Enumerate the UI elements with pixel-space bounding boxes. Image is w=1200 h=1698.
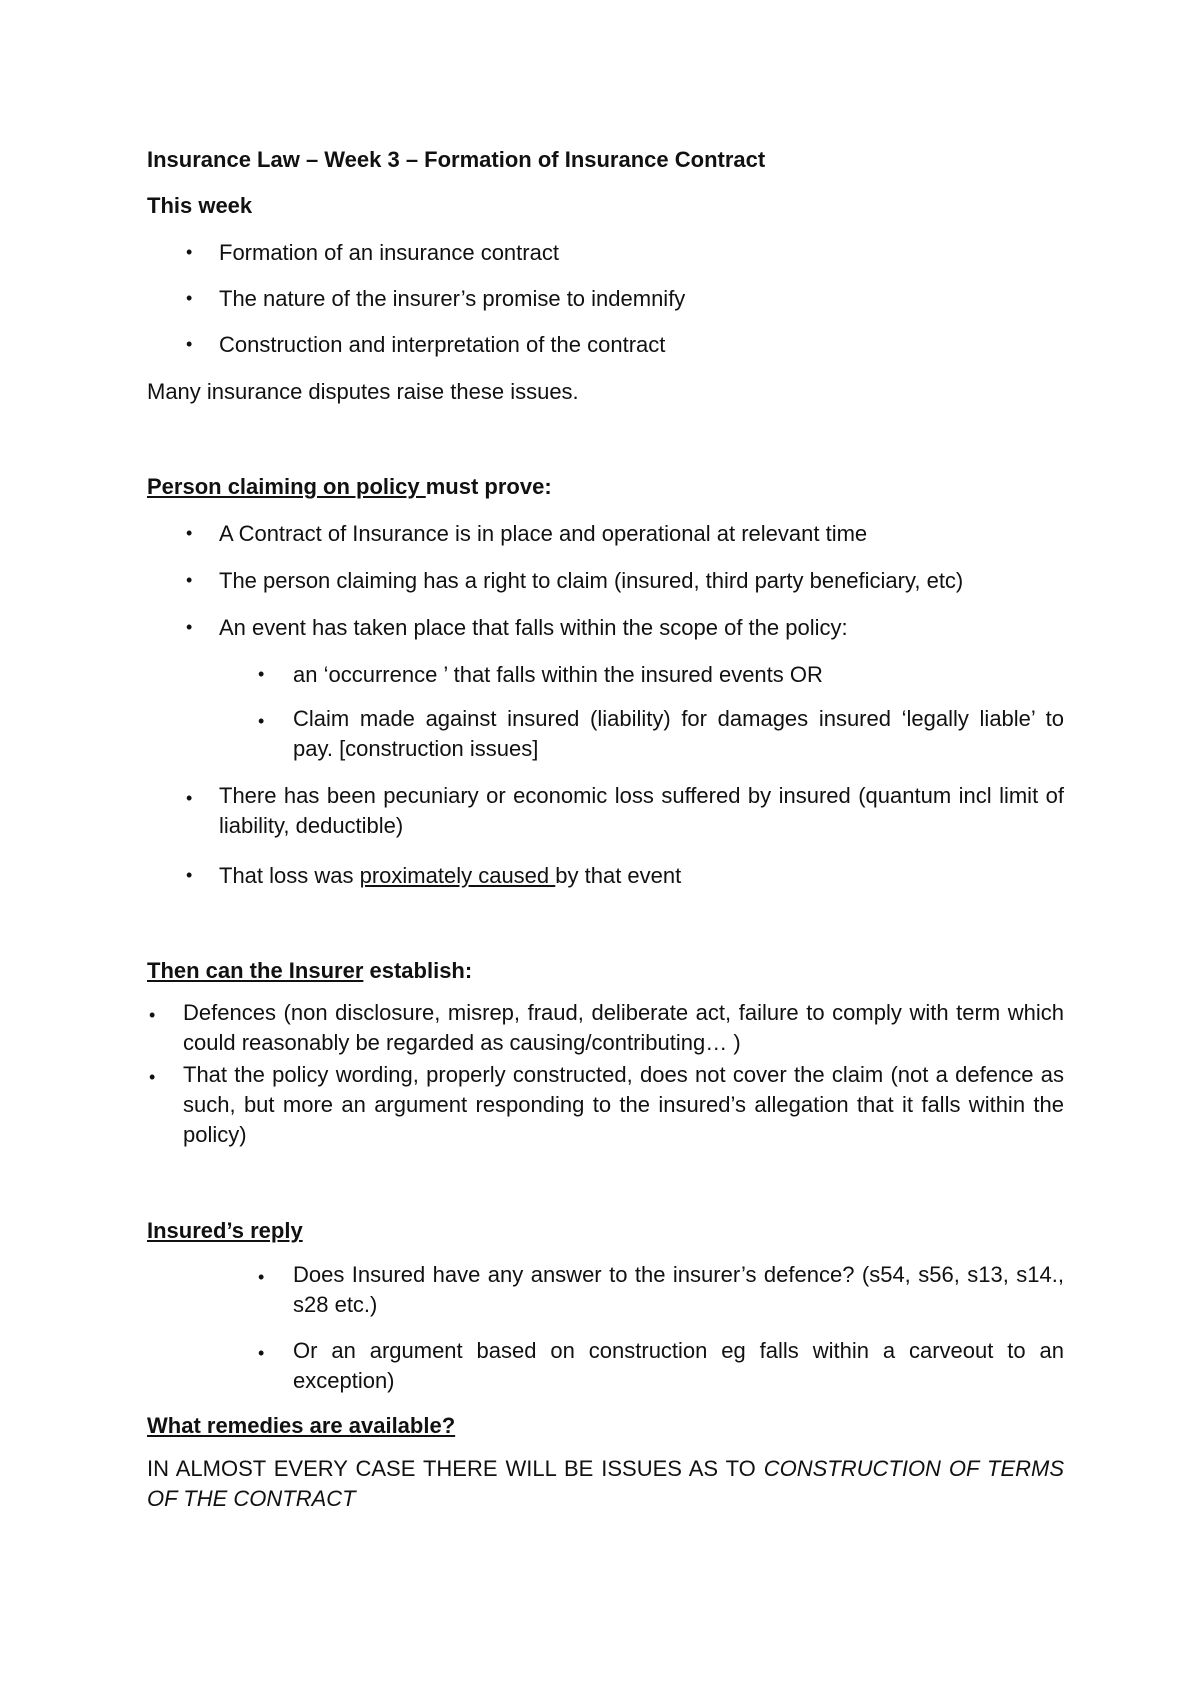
remedies-heading: What remedies are available? <box>147 1413 456 1438</box>
insured-reply-item: Does Insured have any answer to the insurer’s defence? (s54, s56, s13, s14., s28 etc.) <box>293 1262 1064 1317</box>
bullet-glyph: • <box>149 1005 156 1025</box>
insurer-defence-item: That the policy wording, properly constructed, does not cover the claim (not a defence as such, but more an argument responding to the insured’s allegation that it falls within the policy) <box>183 1062 1064 1147</box>
claim-requirement-item: An event has taken place that falls within the scope of the policy: <box>219 615 848 640</box>
insurer-defence-item: Defences (non disclosure, misrep, fraud, deliberate act, failure to comply with term which could reasonably be regarded as causing/contributing… ) <box>183 1000 1064 1055</box>
insurer-heading <box>147 957 472 986</box>
person-claiming-heading <box>147 473 552 502</box>
claim-requirement-item: The person claiming has a right to claim (insured, third party beneficiary, etc) <box>219 568 964 593</box>
claim-requirement-item <box>219 862 681 891</box>
bullet-glyph: • <box>186 865 193 885</box>
this-week-note: Many insurance disputes raise these issues. <box>147 379 579 404</box>
bullet-glyph: • <box>186 523 193 543</box>
insured-reply-item: Or an argument based on construction eg falls within a carveout to an exception) <box>293 1338 1064 1393</box>
bullet-glyph: • <box>258 1267 265 1287</box>
this-week-label: This week <box>147 193 253 218</box>
remedies-conclusion <box>147 1454 1064 1514</box>
bullet-glyph: • <box>186 617 193 637</box>
bullet-glyph: • <box>186 570 193 590</box>
cause-text-before: That loss was <box>219 863 360 888</box>
remedies-conclusion-italic: CONSTRUCTION OF TERMS OF THE CONTRACT <box>147 1456 1065 1511</box>
bullet-glyph: • <box>186 288 193 308</box>
claim-requirement-item: A Contract of Insurance is in place and operational at relevant time <box>219 521 868 546</box>
insurer-heading-underlined: Then can the Insurer <box>147 958 364 983</box>
insurer-heading-rest: establish: <box>363 958 473 983</box>
document-title: Insurance Law – Week 3 – Formation of Insurance Contract <box>147 147 766 172</box>
claim-sub-item: Claim made against insured (liability) for damages insured ‘legally liable’ to pay. [construction issues] <box>293 706 1064 761</box>
this-week-item: Construction and interpretation of the contract <box>219 332 666 357</box>
cause-text-after: by that event <box>555 863 682 888</box>
bullet-glyph: • <box>186 334 193 354</box>
bullet-glyph: • <box>186 242 193 262</box>
proximately-caused-text: proximately caused <box>359 863 556 888</box>
person-claiming-heading-rest: must prove: <box>425 474 552 499</box>
remedies-conclusion-plain: IN ALMOST EVERY CASE THERE WILL BE ISSUES AS TO <box>147 1456 764 1481</box>
bullet-glyph: • <box>186 788 193 808</box>
claim-sub-item: an ‘occurrence ’ that falls within the insured events OR <box>293 662 823 687</box>
bullet-glyph: • <box>258 664 265 684</box>
this-week-item: Formation of an insurance contract <box>219 240 559 265</box>
bullet-glyph: • <box>258 711 265 731</box>
claim-requirement-item: There has been pecuniary or economic loss suffered by insured (quantum incl limit of liability, deductible) <box>219 783 1064 838</box>
person-claiming-heading-underlined: Person claiming on policy <box>147 474 426 499</box>
this-week-item: The nature of the insurer’s promise to indemnify <box>219 286 686 311</box>
insured-reply-heading: Insured’s reply <box>147 1218 303 1243</box>
bullet-glyph: • <box>149 1067 156 1087</box>
bullet-glyph: • <box>258 1343 265 1363</box>
